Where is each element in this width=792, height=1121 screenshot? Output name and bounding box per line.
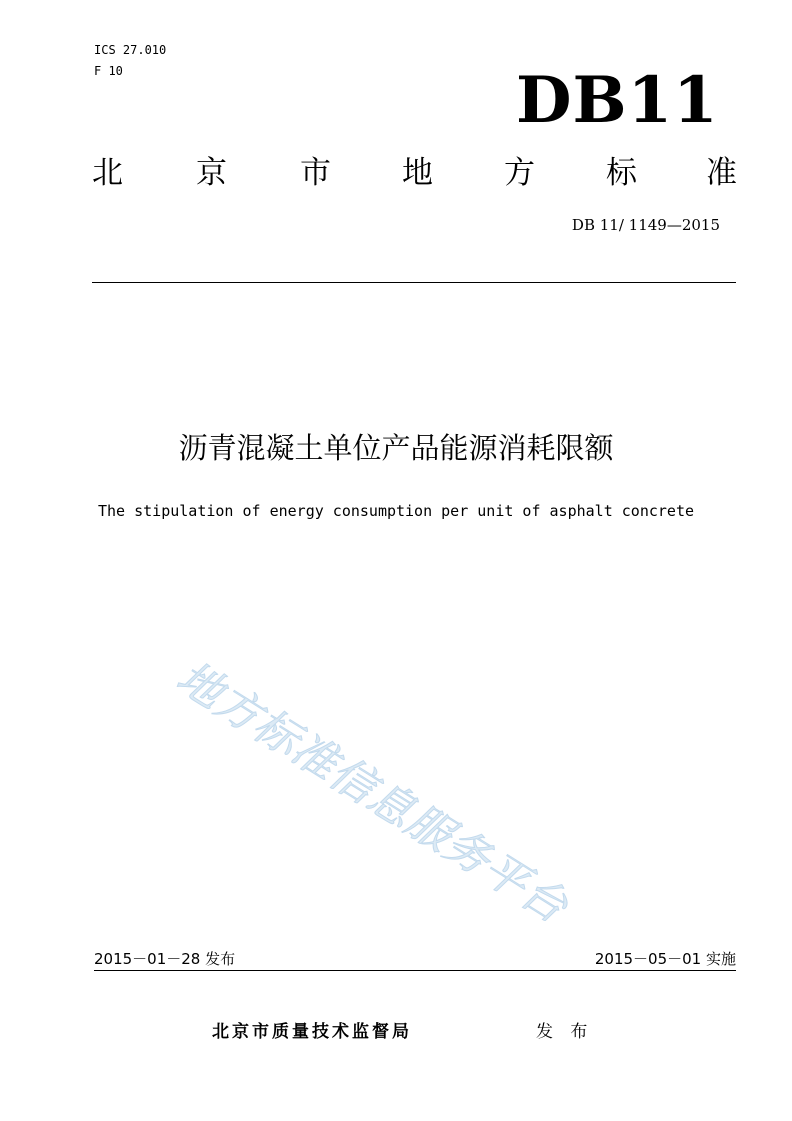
standard-type-char: 标 — [606, 155, 637, 191]
standard-type-char: 京 — [196, 155, 227, 191]
standard-type-char: 北 — [92, 155, 123, 191]
title-chinese: 沥青混凝土单位产品能源消耗限额 — [178, 431, 614, 465]
standard-type-char: 准 — [706, 155, 737, 191]
title-english: The stipulation of energy consumption per unit of asphalt concrete — [97, 502, 695, 520]
date-divider — [94, 970, 736, 971]
watermark: 地方标准信息服务平台 — [167, 651, 577, 934]
issuer-line — [212, 1018, 612, 1046]
issue-date: 2015－01－28 发布 — [94, 950, 236, 968]
standard-number: DB 11/ 1149—2015 — [571, 216, 720, 234]
issue-action: 发 布 — [536, 1022, 594, 1042]
standard-type-char: 市 — [300, 155, 331, 191]
ccs-code: F 10 — [94, 64, 123, 78]
standard-type-heading — [92, 152, 746, 194]
header-divider — [92, 282, 736, 283]
db11-logo: DB11 — [516, 63, 719, 138]
issuing-organization: 北京市质量技术监督局 — [212, 1022, 412, 1042]
classification-codes — [94, 40, 166, 82]
implementation-date: 2015－05－01 实施 — [594, 950, 736, 968]
standard-type-char: 方 — [504, 155, 535, 191]
standard-type-char: 地 — [402, 155, 433, 191]
ics-code: ICS 27.010 — [94, 43, 167, 57]
